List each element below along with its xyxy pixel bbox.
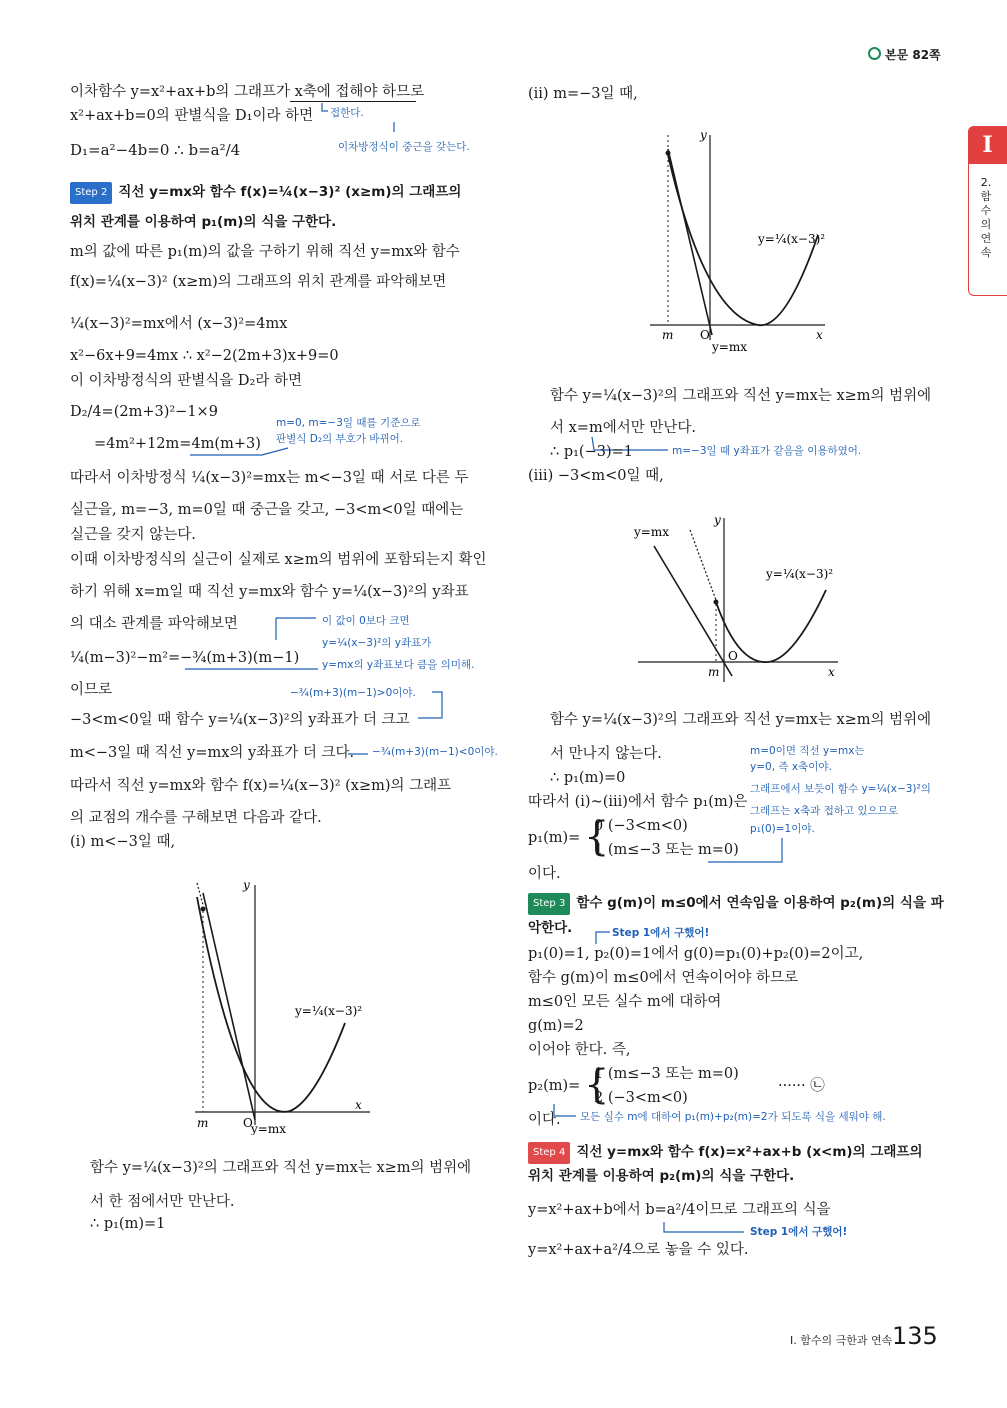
note-m-zero: p₁(0)=1이야.: [750, 823, 815, 835]
origin-label: O: [728, 649, 738, 663]
m-label: m: [197, 1116, 209, 1130]
text-line: 함수 y=¼(x−3)²의 그래프와 직선 y=mx는 x≥m의 범위에: [550, 712, 932, 728]
line-ymx: [654, 546, 732, 676]
text-line: y=x²+ax+b에서 b=a²/4이므로 그래프의 식을: [528, 1202, 831, 1218]
text-line: ∴ p₁(−3)=1: [550, 444, 633, 460]
intersection-point: [201, 907, 206, 912]
y-axis-label: y: [700, 128, 707, 142]
case-heading: (i) m<−3일 때,: [70, 834, 176, 850]
step4-badge: Step 4: [528, 1142, 570, 1164]
line-ymx: [203, 893, 255, 1120]
note-positive: y=mx의 y좌표보다 큼을 의미해.: [322, 659, 475, 671]
text-line: 서 만나지 않는다.: [550, 746, 662, 762]
text-line: 실근을 갖지 않는다.: [70, 527, 196, 543]
text-line: 하기 위해 x=m일 때 직선 y=mx와 함수 y=¼(x−3)²의 y좌표: [70, 584, 469, 600]
curve-endpoint: [714, 600, 719, 605]
piecewise-case: 0 (−3<m<0): [594, 818, 688, 834]
arrow-line: [664, 1222, 744, 1232]
piecewise-lhs: p₁(m)=: [528, 830, 581, 846]
brace: {: [584, 814, 610, 860]
equation-mark: ······ ㉡: [778, 1078, 825, 1094]
text-line: m의 값에 따른 p₁(m)의 값을 구하기 위해 직선 y=mx와 함수: [70, 244, 460, 260]
chapter-number: I: [968, 126, 1007, 164]
x-axis-label: x: [355, 1098, 362, 1112]
case-heading: (ii) m=−3일 때,: [528, 86, 638, 102]
arrow-line: [322, 103, 328, 111]
step4-heading: Step 4 직선 y=mx와 함수 f(x)=x²+ax+b (x<m)의 그래프의: [528, 1142, 923, 1164]
equation: D₁=a²−4b=0 ∴ b=a²/4: [70, 141, 241, 159]
text-line: −3<m<0일 때 함수 y=¼(x−3)²의 y좌표가 더 크고: [70, 712, 410, 728]
note-same-y: m=−3일 때 y좌표가 같음을 이용하였어.: [672, 445, 862, 457]
step3-heading-2: 악한다.: [528, 920, 573, 936]
text-line: g(m)=2: [528, 1018, 584, 1034]
note-greater: −¾(m+3)(m−1)>0이야.: [290, 687, 416, 699]
text-line: 함수 y=¼(x−3)²의 그래프와 직선 y=mx는 x≥m의 범위에: [550, 388, 932, 404]
arrow-line: [418, 692, 442, 718]
piecewise-case: 1 (m≤−3 또는 m=0): [594, 842, 739, 858]
equation: ¼(m−3)²−m²=−¾(m+3)(m−1): [70, 650, 300, 666]
text-line: m<−3일 때 직선 y=mx의 y좌표가 더 크다.: [70, 745, 355, 761]
step2-badge: Step 2: [70, 182, 112, 204]
step2-heading: Step 2 직선 y=mx와 함수 f(x)=¼(x−3)² (x≥m)의 그래프의: [70, 182, 461, 204]
page-number: 135: [892, 1322, 938, 1350]
x-axis-label: x: [816, 328, 823, 342]
text-line: f(x)=¼(x−3)² (x≥m)의 그래프의 위치 관계를 파악해보면: [70, 274, 447, 290]
section-title: 2. 함수의 연속: [980, 176, 992, 259]
text-line: 이다.: [528, 1112, 561, 1128]
piecewise-case: 2 (−3<m<0): [594, 1090, 688, 1106]
footer-chapter: Ⅰ. 함수의 극한과 연속: [790, 1334, 893, 1347]
note-m-zero: m=0이면 직선 y=mx는: [750, 745, 865, 757]
text-line: ∴ p₁(m)=1: [90, 1216, 166, 1232]
y-axis-label: y: [714, 513, 721, 527]
m-label: m: [708, 665, 720, 679]
text-line: 서 x=m에서만 만난다.: [550, 420, 696, 436]
step4-heading-2: 위치 관계를 이용하여 p₂(m)의 식을 구한다.: [528, 1168, 795, 1184]
text-line: 따라서 직선 y=mx와 함수 f(x)=¼(x−3)² (x≥m)의 그래프: [70, 778, 452, 794]
note-discriminant: m=0, m=−3일 때를 기준으로: [276, 417, 421, 429]
text-line: 의 교점의 개수를 구해보면 다음과 같다.: [70, 810, 322, 826]
note-step1: Step 1에서 구했어!: [612, 927, 710, 939]
intersection-point: [666, 151, 671, 156]
case-heading: (iii) −3<m<0일 때,: [528, 468, 664, 484]
line-label: y=mx: [251, 1122, 286, 1135]
text-line: 따라서 이차방정식 ¼(x−3)²=mx는 m<−3일 때 서로 다른 두: [70, 470, 469, 486]
piecewise-case: 1 (m≤−3 또는 m=0): [594, 1066, 739, 1082]
note-m-zero: 그래프에서 보듯이 함수 y=¼(x−3)²의: [750, 783, 931, 795]
note-step1: Step 1에서 구했어!: [750, 1226, 848, 1238]
curve-label: y=¼(x−3)²: [295, 1004, 363, 1018]
text-line: 이 이차방정식의 판별식을 D₂라 하면: [70, 373, 302, 389]
text-line: p₁(0)=1, p₂(0)=1에서 g(0)=p₁(0)+p₂(0)=2이고,: [528, 946, 864, 962]
dotted-extension: [690, 530, 716, 600]
brace: {: [584, 1062, 610, 1108]
text-line: m≤0인 모든 실수 m에 대하여: [528, 994, 722, 1010]
reference-label: 본문 82쪽: [868, 46, 941, 63]
note-less: −¾(m+3)(m−1)<0이야.: [372, 746, 498, 758]
text-line: x²+ax+b=0의 판별식을 D₁이라 하면: [70, 108, 314, 124]
text-line: 이때 이차방정식의 실근이 실제로 x≥m의 범위에 포함되는지 확인: [70, 552, 487, 568]
equation: ¼(x−3)²=mx에서 (x−3)²=4mx: [70, 316, 288, 332]
text-line: ∴ p₁(m)=0: [550, 770, 626, 786]
line-label: y=mx: [634, 525, 669, 539]
origin-label: O: [700, 328, 710, 342]
step2-heading-2: 위치 관계를 이용하여 p₁(m)의 식을 구한다.: [70, 214, 337, 230]
y-axis-label: y: [243, 878, 250, 892]
text-line: 이다.: [528, 866, 561, 882]
note-sum: 모든 실수 m에 대하여 p₁(m)+p₂(m)=2가 되도록 식을 세워야 해.: [580, 1111, 886, 1123]
line-ymx: [668, 149, 712, 335]
text-line: 따라서 (i)~(iii)에서 함수 p₁(m)은: [528, 794, 748, 810]
arrow-line: [190, 448, 288, 455]
graph-case2: [640, 125, 840, 355]
note-m-zero: y=0, 즉 x축이야.: [750, 761, 832, 773]
equation: =4m²+12m=4m(m+3): [94, 436, 261, 452]
curve-label: y=¼(x−3)²: [766, 567, 834, 581]
step3-badge: Step 3: [528, 893, 570, 915]
note-m-zero: 그래프는 x축과 접하고 있으므로: [750, 805, 899, 817]
piecewise-lhs: p₂(m)=: [528, 1078, 581, 1094]
text-line: 이어야 한다. 즉,: [528, 1042, 631, 1058]
text-line: 서 한 점에서만 만난다.: [90, 1194, 235, 1210]
text-line: y=x²+ax+a²/4으로 놓을 수 있다.: [528, 1242, 749, 1258]
arrow-line: [596, 932, 610, 944]
text-line: 이므로: [70, 682, 113, 698]
equation: D₂/4=(2m+3)²−1×9: [70, 404, 218, 420]
graph-case3: [628, 510, 848, 690]
curve-label: y=¼(x−3)²: [758, 232, 826, 246]
x-axis-label: x: [828, 665, 835, 679]
text-line: 이차함수 y=x²+ax+b의 그래프가 x축에 접해야 하므로: [70, 84, 425, 100]
text-line: 의 대소 관계를 파악해보면: [70, 616, 238, 632]
origin-label: O: [243, 1116, 253, 1130]
m-label: m: [662, 328, 674, 342]
graph-case1: [185, 875, 385, 1135]
note-positive: 이 값이 0보다 크면: [322, 615, 410, 627]
equation: x²−6x+9=4mx ∴ x²−2(2m+3)x+9=0: [70, 348, 339, 364]
note-double-root: 이차방정식이 중근을 갖는다.: [338, 141, 470, 153]
text-line: 실근을, m=−3, m=0일 때 중근을 갖고, −3<m<0일 때에는: [70, 502, 464, 518]
text-line: 함수 g(m)이 m≤0에서 연속이어야 하므로: [528, 970, 798, 986]
note-discriminant: 판별식 D₂의 부호가 바뀌어.: [276, 433, 404, 445]
text-line: 함수 y=¼(x−3)²의 그래프와 직선 y=mx는 x≥m의 범위에: [90, 1160, 472, 1176]
note-tangent: 접한다.: [330, 107, 364, 119]
line-label: y=mx: [712, 340, 747, 354]
note-positive: y=¼(x−3)²의 y좌표가: [322, 637, 432, 649]
step3-heading: Step 3 함수 g(m)이 m≤0에서 연속임을 이용하여 p₂(m)의 식을 파: [528, 893, 944, 915]
